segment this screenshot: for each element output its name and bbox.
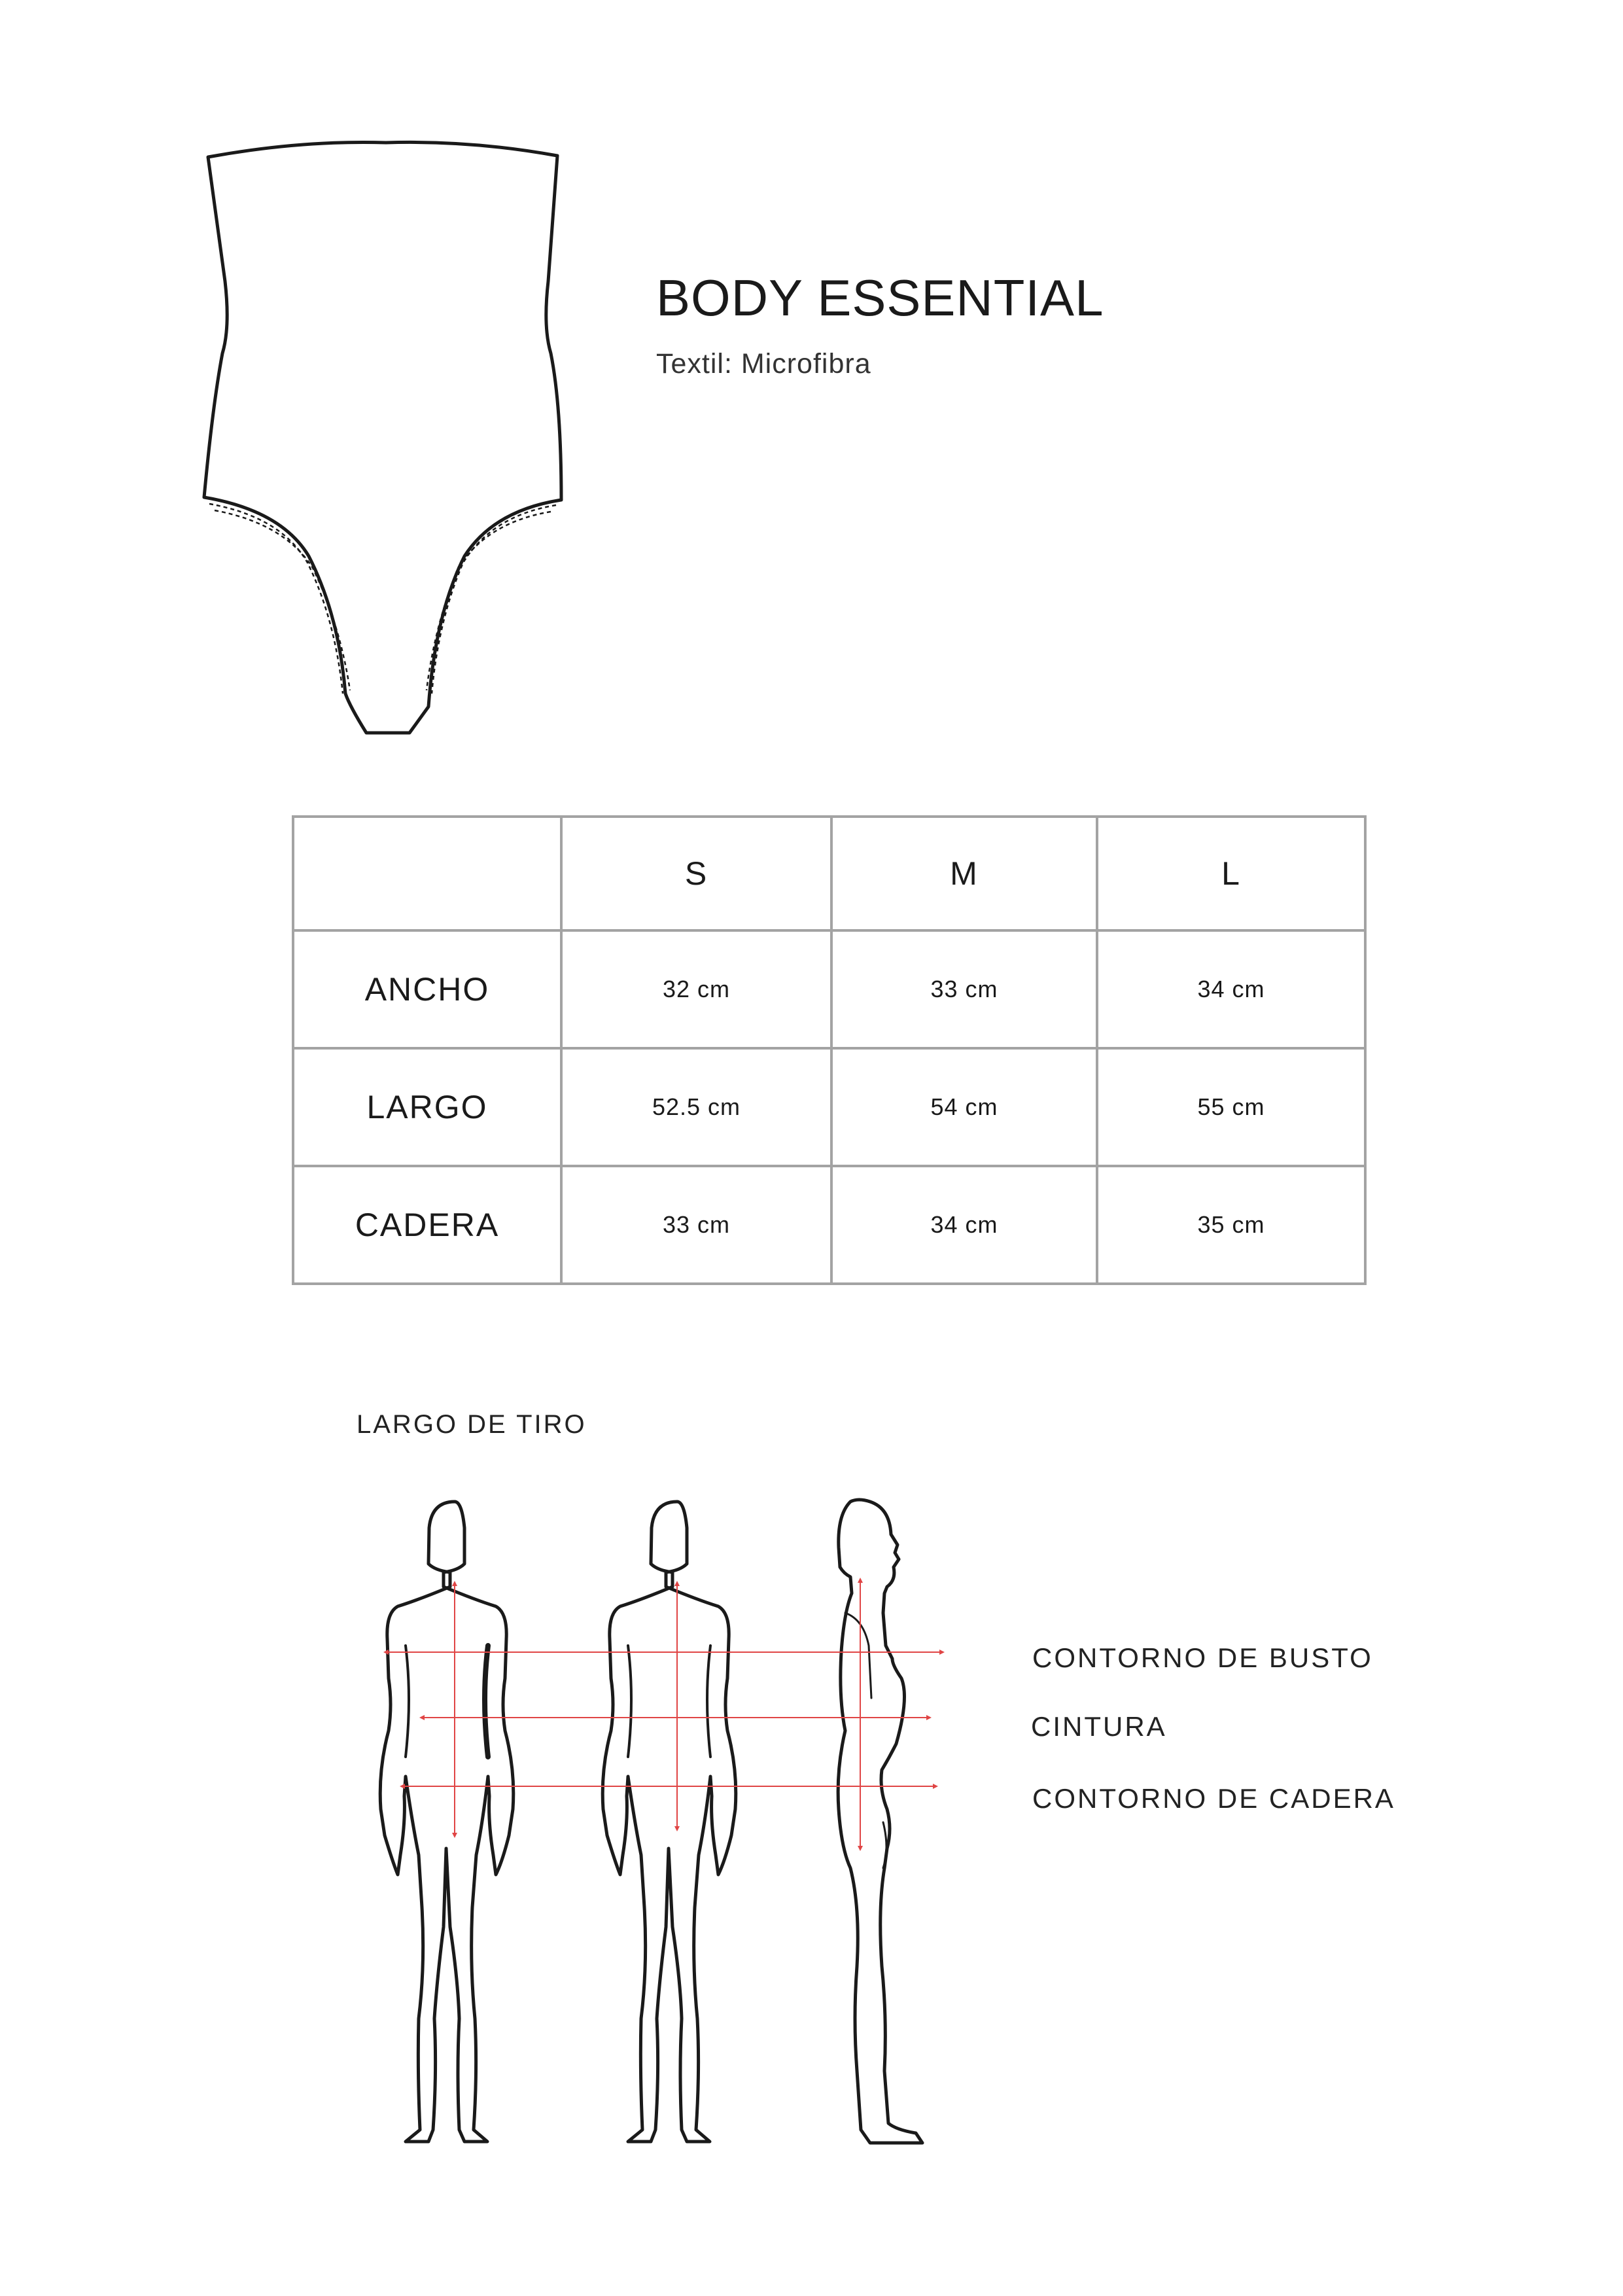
product-title: BODY ESSENTIAL (656, 269, 1104, 327)
row-label-largo: LARGO (293, 1048, 561, 1166)
table-cell: 34 cm (1097, 930, 1365, 1048)
table-row-largo (293, 1048, 1365, 1166)
size-header-l: L (1097, 817, 1365, 930)
size-header-m: M (831, 817, 1097, 930)
table-cell: 55 cm (1097, 1048, 1365, 1166)
bodysuit-sketch-icon (190, 131, 582, 746)
table-cell: 35 cm (1097, 1166, 1365, 1284)
table-header-row (293, 817, 1365, 930)
table-cell: 32 cm (561, 930, 831, 1048)
table-cell: 54 cm (831, 1048, 1097, 1166)
table-row-cadera (293, 1166, 1365, 1284)
table-corner-cell (293, 817, 561, 930)
front-figure (380, 1502, 514, 2142)
product-fabric: Textil: Microfibra (656, 348, 871, 380)
size-header-s: S (561, 817, 831, 930)
contorno-cadera-label: CONTORNO DE CADERA (1032, 1783, 1395, 1814)
table-row-ancho (293, 930, 1365, 1048)
side-figure (838, 1500, 922, 2143)
largo-de-tiro-label: LARGO DE TIRO (357, 1410, 587, 1439)
row-label-cadera: CADERA (293, 1166, 561, 1284)
table-cell: 52.5 cm (561, 1048, 831, 1166)
body-measurement-figures-icon (366, 1482, 955, 2176)
table-cell: 33 cm (561, 1166, 831, 1284)
table-cell: 33 cm (831, 930, 1097, 1048)
back-figure (602, 1502, 736, 2142)
table-cell: 34 cm (831, 1166, 1097, 1284)
row-label-ancho: ANCHO (293, 930, 561, 1048)
contorno-busto-label: CONTORNO DE BUSTO (1032, 1642, 1373, 1673)
size-table (292, 815, 1367, 1285)
measurement-lines (386, 1580, 942, 1848)
cintura-label: CINTURA (1031, 1711, 1167, 1742)
